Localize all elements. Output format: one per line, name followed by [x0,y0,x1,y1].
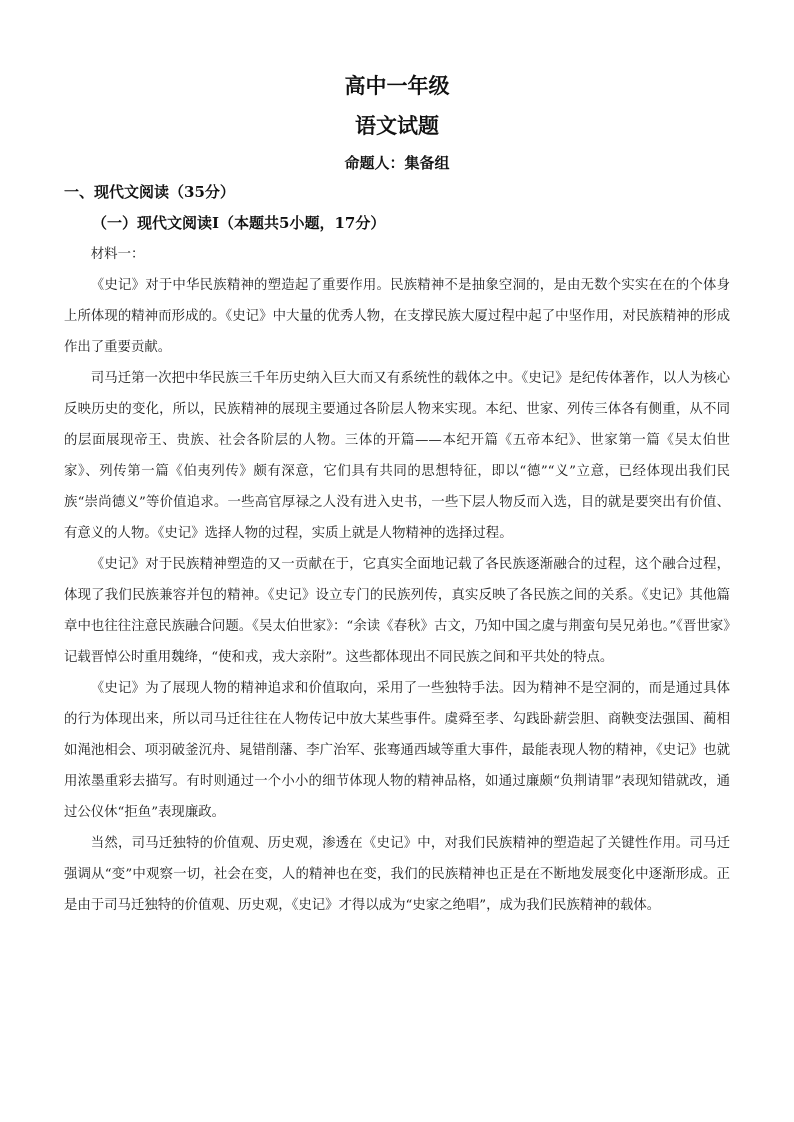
material-label: 材料一： [90,247,145,262]
material-paragraph-5: 当然，司马迁独特的价值观、历史观，渗透在《史记》中，对我们民族精神的塑造起了关键性作用。司马迁强调从“变”中观察一切，社会在变，人的精神也在变，我们的民族精神也正是在不断地发展变化中逐渐形成。正是由于司马迁独特的价值观、历史观，《史记》才得以成为“史家之绝唱”，成为我们民族精神的载体。 [64,836,730,913]
material-paragraph-1: 《史记》对于中华民族精神的塑造起了重要作用。民族精神不是抽象空洞的，是由无数个实实在在的个体身上所体现的精神而形成的。《史记》中大量的优秀人物，在支撑民族大厦过程中起了中坚作用，对民族精神的形成作出了重要贡献。 [64,278,730,355]
reading-material [64,239,730,921]
section-heading-part1-sub1: （一）现代文阅读Ⅰ（本题共5小题，17分） [92,214,386,232]
subject-title: 语文试题 [355,113,439,138]
grade-title: 高中一年级 [344,73,450,98]
material-paragraph-3: 《史记》对于民族精神塑造的又一贡献在于，它真实全面地记载了各民族逐渐融合的过程，这个融合过程，体现了我们民族兼容并包的精神。《史记》设立专门的民族列传，真实反映了各民族之间的关系。《史记》其他篇章中也往往注意民族融合问题。《吴太伯世家》：“余读《春秋》古文，乃知中国之虞与荆蛮句吴兄弟也。”《晋世家》记载晋悼公时重用魏绛，“使和戎，戎大亲附”。这些都体现出不同民族之间和平共处的特点。 [64,557,731,665]
author-line: 命题人：集备组 [344,154,450,172]
material-paragraph-2: 司马迁第一次把中华民族三千年历史纳入巨大而又有系统性的载体之中。《史记》是纪传体著作，以人为核心反映历史的变化，所以，民族精神的展现主要通过各阶层人物来实现。本纪、世家、列传三体各有侧重，从不同的层面展现帝王、贵族、社会各阶层的人物。三体的开篇——本纪开篇《五帝本纪》、世家第一篇《吴太伯世家》、列传第一篇《伯夷列传》颇有深意，它们具有共同的思想特征，即以“德”“义”立意，已经体现出我们民族“崇尚德义”等价值追求。一些高官厚禄之人没有进入史书，一些下层人物反而入选，目的就是要突出有价值、有意义的人物。《史记》选择人物的过程，实质上就是人物精神的选择过程。 [64,371,730,541]
section-heading-part1: 一、现代文阅读（35分） [64,183,235,201]
material-paragraph-4: 《史记》为了展现人物的精神追求和价值取向，采用了一些独特手法。因为精神不是空洞的，而是通过具体的行为体现出来，所以司马迁往往在人物传记中放大某些事件。虞舜至孝、勾践卧薪尝胆、商鞅变法强国、蔺相如渑池相会、项羽破釜沉舟、晁错削藩、李广治军、张骞通西域等重大事件，最能表现人物的精神，《史记》也就用浓墨重彩去描写。有时则通过一个小小的细节体现人物的精神品格，如通过廉颇“负荆请罪”表现知错就改，通过公仪休“拒鱼”表现廉政。 [64,681,730,820]
